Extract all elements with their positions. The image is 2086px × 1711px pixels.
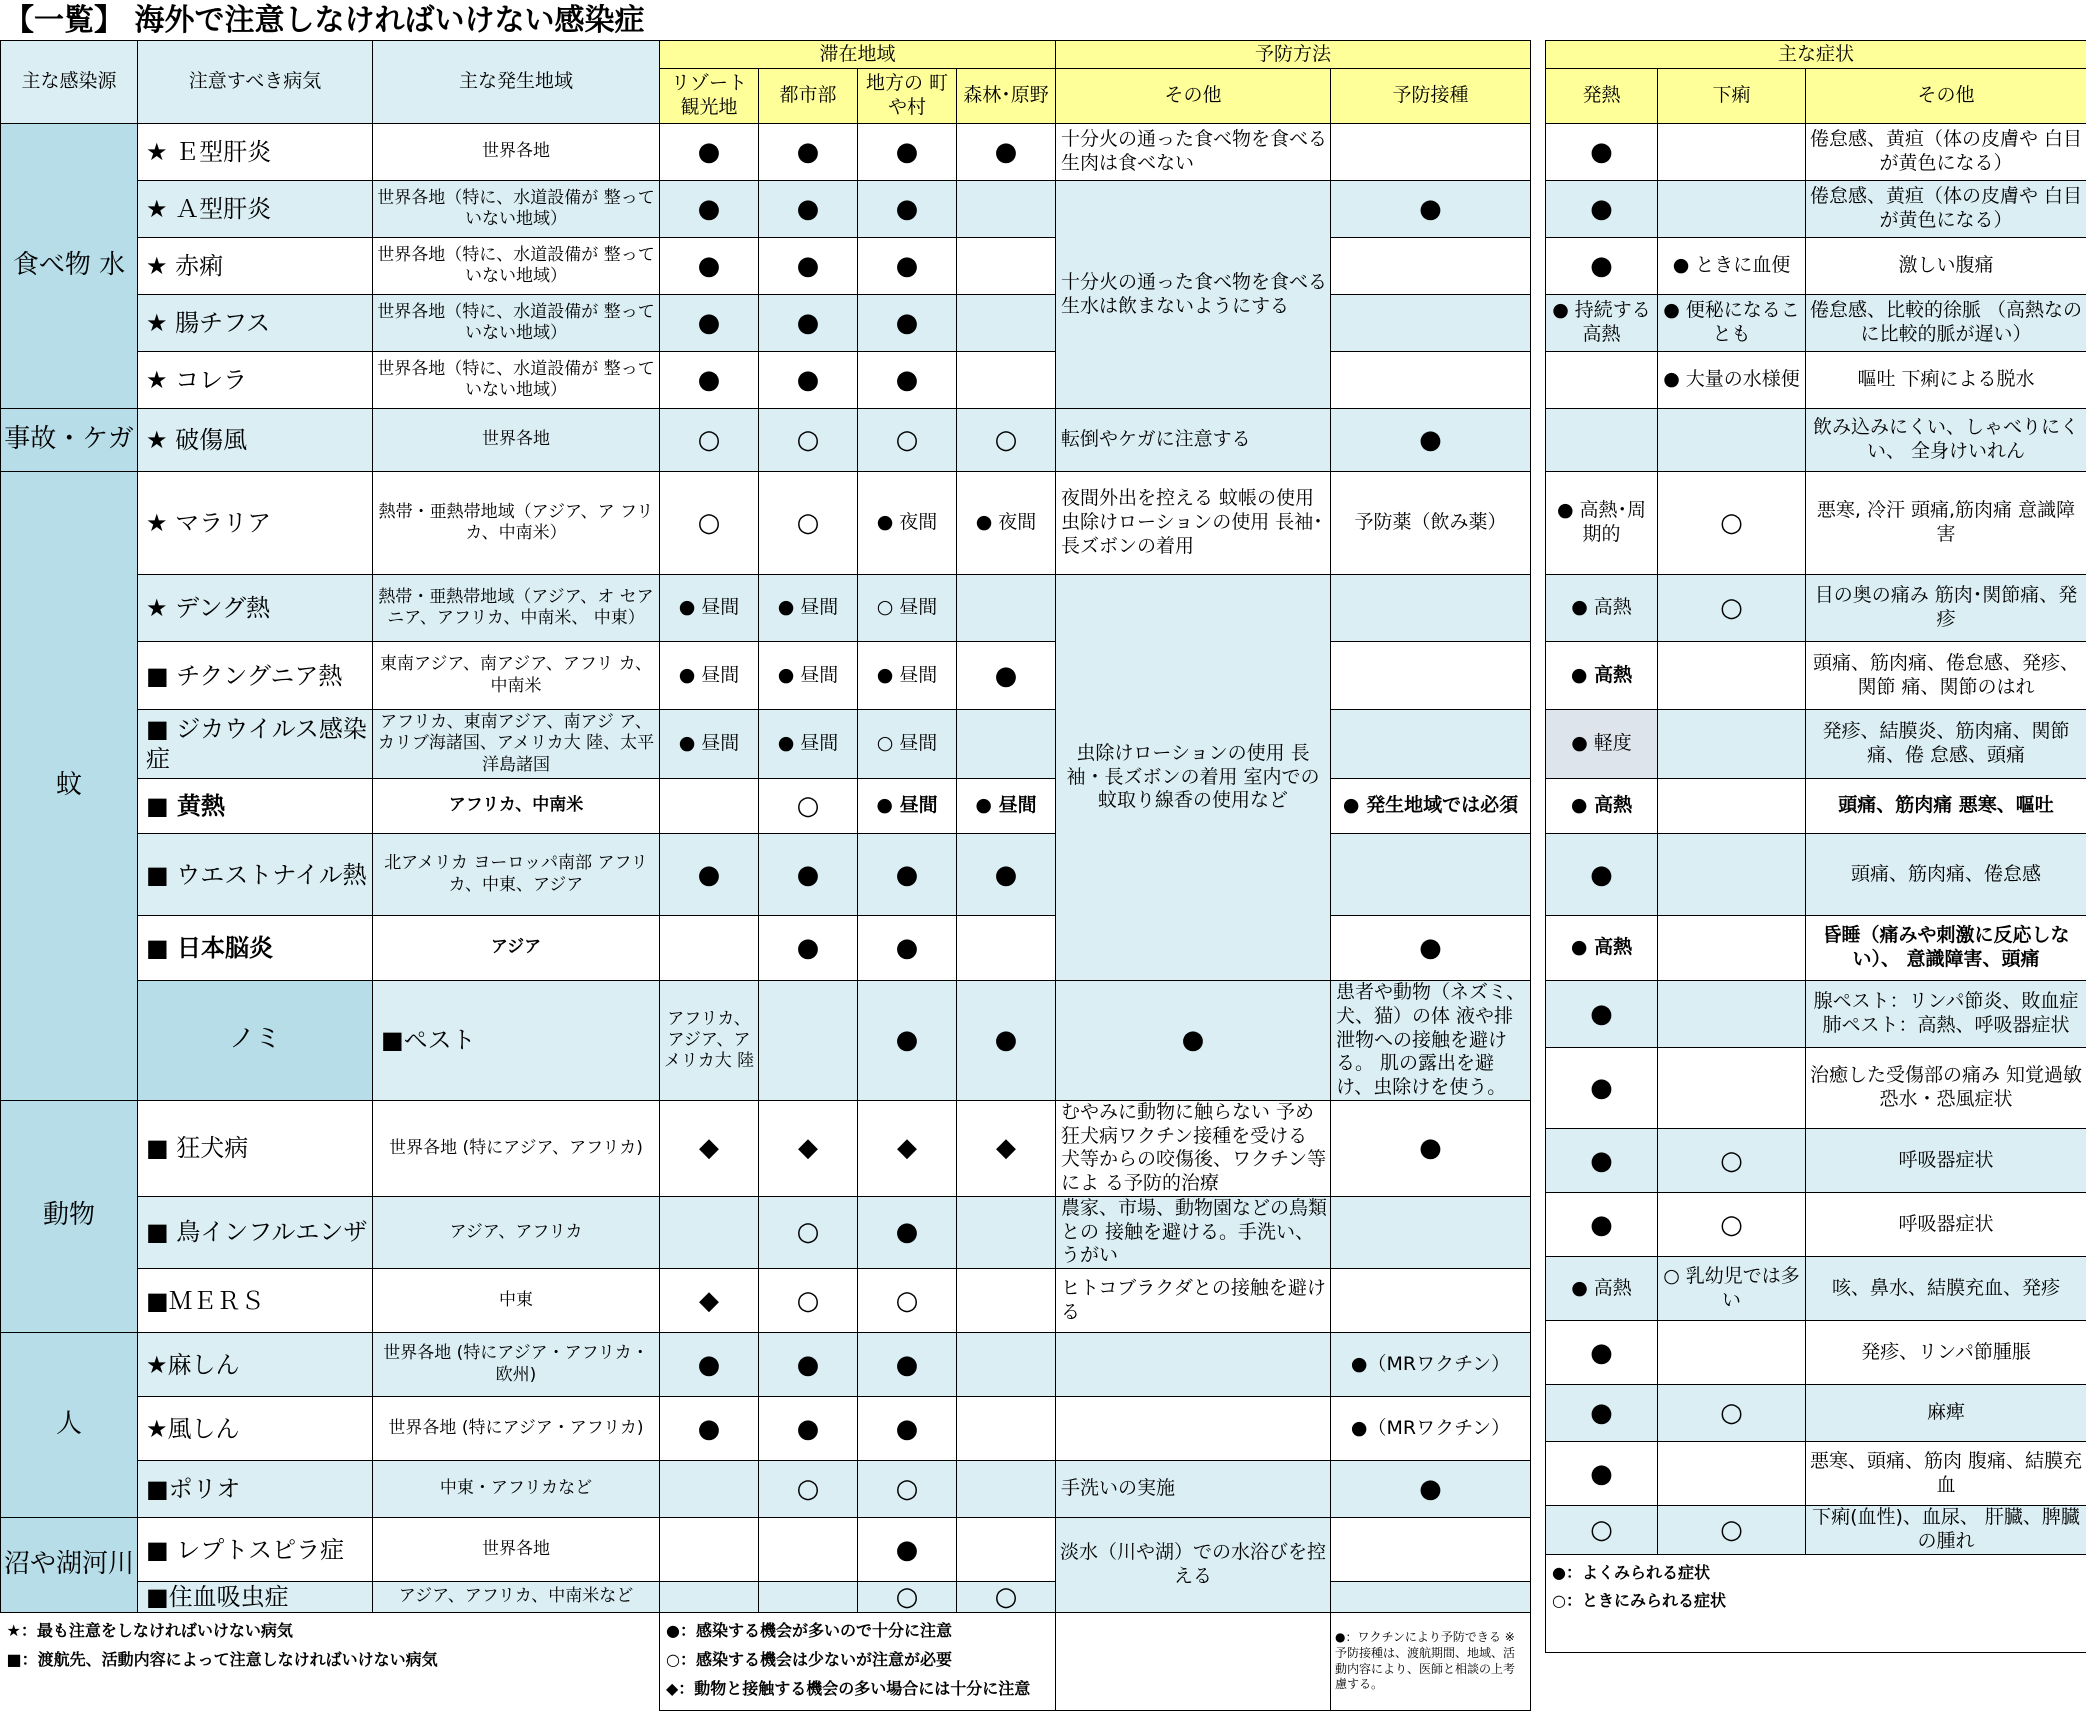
symptom-fever: ● 高熱	[1546, 642, 1658, 710]
main-table	[0, 40, 1531, 1711]
legend-stay	[660, 1613, 1056, 1711]
stay-town: ●	[858, 1333, 957, 1397]
region: 東南アジア、南アジア、アフリ カ、中南米	[373, 642, 660, 710]
symptom-other: 発疹、結膜炎、筋肉痛、関節痛、倦 怠感、頭痛	[1806, 710, 2086, 779]
stay-resort: ●	[660, 238, 759, 295]
source-swamp: 沼や湖河川	[1, 1518, 138, 1613]
stay-town: ●	[858, 1196, 957, 1268]
symptom-diarrhea	[1658, 981, 1806, 1048]
symptom-diarrhea	[1658, 1321, 1806, 1385]
vaccine	[1331, 834, 1531, 916]
symptom-diarrhea: ○	[1658, 575, 1806, 642]
prevention-food: 十分火の通った食べ物を食べる 生水は飲まないようにする	[1056, 181, 1331, 409]
region: 世界各地（特に、水道設備が 整っていない地域）	[373, 181, 660, 238]
symptom-diarrhea	[1658, 1048, 1806, 1129]
stay-town: ○	[858, 1269, 957, 1333]
stay-resort: ●	[660, 181, 759, 238]
disease-name: ★ マラリア	[138, 472, 373, 575]
region: 熱帯・亜熱帯地域（アジア、オ セアニア、アフリカ、中南米、 中東）	[373, 575, 660, 642]
disease-name: ★風しん	[138, 1397, 373, 1461]
stay-resort	[660, 916, 759, 981]
region: 世界各地 (特にアジア、アフリカ)	[373, 1100, 660, 1196]
symptom-other: 腺ペスト：リンパ節炎、敗血症 肺ペスト：高熱、呼吸器症状	[1806, 981, 2086, 1048]
stay-city: ○	[759, 1196, 858, 1268]
symptom-other: 激しい腹痛	[1806, 238, 2086, 295]
source-accident: 事故・ケガ	[1, 409, 138, 472]
stay-city: ●	[858, 981, 957, 1101]
region: 世界各地 (特にアジア・アフリカ)	[373, 1397, 660, 1461]
region: 世界各地	[373, 124, 660, 181]
stay-town: ○	[858, 1582, 957, 1613]
legend-sym-filled: ●：よくみられる症状	[1552, 1559, 2080, 1588]
symptom-other: 頭痛、筋肉痛 悪寒、嘔吐	[1806, 779, 2086, 834]
symptom-fever: ●	[1546, 181, 1658, 238]
stay-town: ●	[858, 295, 957, 352]
symptom-table	[1545, 40, 2086, 1653]
symptom-diarrhea: ○	[1658, 1385, 1806, 1442]
symptom-fever: ●	[1546, 124, 1658, 181]
symptom-diarrhea	[1658, 916, 1806, 981]
vaccine: ●	[1331, 409, 1531, 472]
prevention-other: 夜間外出を控える 蚊帳の使用 虫除けローションの使用 長袖･長ズボンの着用	[1056, 472, 1331, 575]
disease-name: ■ 狂犬病	[138, 1100, 373, 1196]
vaccine: ●	[1331, 916, 1531, 981]
symptom-diarrhea: ● 便秘になることも	[1658, 295, 1806, 352]
stay-resort: ◆	[660, 1269, 759, 1333]
vaccine	[1331, 1269, 1531, 1333]
symptom-fever: ● 持続する高熱	[1546, 295, 1658, 352]
header-disease: 注意すべき病気	[138, 41, 373, 124]
header-prevention: 予防方法	[1056, 41, 1531, 69]
stay-town: ○ 昼間	[858, 710, 957, 779]
region: アジア、アフリカ、中南米など	[373, 1582, 660, 1613]
symptom-other: 昏睡（痛みや刺激に反応しない）、 意識障害、頭痛	[1806, 916, 2086, 981]
legend-vaccine: ●：ワクチンにより予防できる ※予防接種は、渡航期間、地域、活動内容により、医師と相談の上考慮する。	[1331, 1613, 1531, 1711]
stay-city: ◆	[759, 1100, 858, 1196]
source-animal: 動物	[1, 1100, 138, 1332]
source-human: 人	[1, 1333, 138, 1518]
disease-name: ■ ウエストナイル熱	[138, 834, 373, 916]
symptom-diarrhea	[1658, 710, 1806, 779]
region: 世界各地 (特にアジア・アフリカ・欧州)	[373, 1333, 660, 1397]
stay-forest: ◆	[957, 1100, 1056, 1196]
source-flea: ノミ	[138, 981, 373, 1101]
stay-city: ●	[759, 1333, 858, 1397]
symptom-other: 悪寒, 冷汗 頭痛,筋肉痛 意識障害	[1806, 472, 2086, 575]
stay-town: ◆	[858, 1100, 957, 1196]
vaccine	[1331, 710, 1531, 779]
symptom-other: 倦怠感、黄疸（体の皮膚や 白目が黄色になる）	[1806, 181, 2086, 238]
vaccine	[1331, 1518, 1531, 1582]
disease-name: ■ポリオ	[138, 1461, 373, 1518]
vaccine: ●（MRワクチン）	[1331, 1397, 1531, 1461]
disease-name: ■ペスト	[373, 981, 660, 1101]
legend-diamond: ◆：動物と接触する機会の多い場合には十分に注意	[666, 1675, 1049, 1704]
stay-forest: ●	[957, 124, 1056, 181]
stay-town: ●	[957, 981, 1056, 1101]
disease-name: ■住血吸虫症	[138, 1582, 373, 1613]
header-vaccine: 予防接種	[1331, 69, 1531, 124]
stay-forest	[957, 1397, 1056, 1461]
stay-forest	[957, 1518, 1056, 1582]
stay-resort: ● 昼間	[660, 710, 759, 779]
stay-resort	[759, 981, 858, 1101]
symptom-diarrhea: ○	[1658, 1193, 1806, 1257]
source-mosquito: 蚊	[1, 472, 138, 1101]
stay-forest	[957, 1196, 1056, 1268]
vaccine	[1331, 1196, 1531, 1268]
symptom-fever	[1546, 352, 1658, 409]
stay-town: ●	[858, 181, 957, 238]
header-city: 都市部	[759, 69, 858, 124]
symptom-other: 呼吸器症状	[1806, 1129, 2086, 1193]
stay-forest	[957, 295, 1056, 352]
legend-filled: ●：感染する機会が多いので十分に注意	[666, 1617, 1049, 1646]
symptom-fever: ● 高熱	[1546, 1257, 1658, 1321]
disease-name: ★ 腸チフス	[138, 295, 373, 352]
vaccine: ●	[1331, 181, 1531, 238]
disease-name: ★ 破傷風	[138, 409, 373, 472]
stay-town: ○ 昼間	[858, 575, 957, 642]
stay-resort: ● 昼間	[660, 575, 759, 642]
symptom-diarrhea	[1658, 834, 1806, 916]
stay-resort: ●	[660, 834, 759, 916]
stay-resort	[660, 779, 759, 834]
stay-forest: ● 昼間	[957, 779, 1056, 834]
symptom-diarrhea: ○	[1658, 472, 1806, 575]
symptom-other: 頭痛、筋肉痛、倦怠感、発疹、関節 痛、関節のはれ	[1806, 642, 2086, 710]
disease-name: ★ コレラ	[138, 352, 373, 409]
stay-forest: ● 夜間	[957, 472, 1056, 575]
stay-forest	[957, 1461, 1056, 1518]
prevention-other	[1056, 1333, 1331, 1397]
stay-city	[759, 1518, 858, 1582]
symptom-other: 咳、鼻水、結膜充血、発疹	[1806, 1257, 2086, 1321]
symptom-diarrhea	[1658, 124, 1806, 181]
symptom-fever: ●	[1546, 1048, 1658, 1129]
stay-town: ●	[858, 916, 957, 981]
symptom-diarrhea: ● ときに血便	[1658, 238, 1806, 295]
region: 中東・アフリカなど	[373, 1461, 660, 1518]
disease-name: ■ チクングニア熱	[138, 642, 373, 710]
vaccine	[1331, 642, 1531, 710]
stay-city: ●	[759, 181, 858, 238]
stay-city: ●	[759, 834, 858, 916]
symptom-fever	[1546, 409, 1658, 472]
stay-city: ●	[759, 1397, 858, 1461]
disease-name: ★麻しん	[138, 1333, 373, 1397]
symptom-diarrhea: ● 大量の水様便	[1658, 352, 1806, 409]
stay-forest: ●	[957, 834, 1056, 916]
stay-city: ● 昼間	[759, 642, 858, 710]
stay-city: ○	[759, 1269, 858, 1333]
header-town: 地方の 町や村	[858, 69, 957, 124]
symptom-other: 下痢(血性)、血尿、 肝臓、脾臓の腫れ	[1806, 1506, 2086, 1555]
symptom-other: 嘔吐 下痢による脱水	[1806, 352, 2086, 409]
stay-resort: ● 昼間	[660, 642, 759, 710]
symptom-fever: ● 高熱･周期的	[1546, 472, 1658, 575]
vaccine: 予防薬（飲み薬）	[1331, 472, 1531, 575]
stay-forest	[957, 710, 1056, 779]
vaccine: ●（MRワクチン）	[1331, 1333, 1531, 1397]
header-resort: リゾート 観光地	[660, 69, 759, 124]
stay-city	[759, 1582, 858, 1613]
symptom-fever: ● 高熱	[1546, 779, 1658, 834]
stay-forest	[957, 181, 1056, 238]
region: 熱帯・亜熱帯地域（アジア、ア フリカ、中南米）	[373, 472, 660, 575]
symptom-other: 倦怠感、比較的徐脈 （高熱なのに比較的脈が遅い）	[1806, 295, 2086, 352]
symptom-fever: ●	[1546, 1385, 1658, 1442]
symptom-fever: ●	[1546, 1321, 1658, 1385]
stay-town: ○	[858, 409, 957, 472]
header-diarrhea: 下痢	[1658, 69, 1806, 124]
stay-resort	[660, 1461, 759, 1518]
vaccine	[1331, 124, 1531, 181]
symptom-other: 呼吸器症状	[1806, 1193, 2086, 1257]
symptom-other: 治癒した受傷部の痛み 知覚過敏 恐水・恐風症状	[1806, 1048, 2086, 1129]
symptom-fever: ● 高熱	[1546, 575, 1658, 642]
stay-resort: ◆	[660, 1100, 759, 1196]
header-forest: 森林･原野	[957, 69, 1056, 124]
disease-name: ■ ジカウイルス感染症	[138, 710, 373, 779]
vaccine: ●	[1331, 1100, 1531, 1196]
stay-town: ●	[858, 1397, 957, 1461]
region: アフリカ、東南アジア、南アジ ア、カリブ海諸国、アメリカ大 陸、太平洋島諸国	[373, 710, 660, 779]
region: アジア	[373, 916, 660, 981]
prevention-water: 淡水（川や湖）での水浴びを控える	[1056, 1518, 1331, 1613]
symptom-diarrhea	[1658, 779, 1806, 834]
stay-town: ● 昼間	[858, 642, 957, 710]
header-symptoms: 主な症状	[1546, 41, 2086, 69]
stay-city: ●	[759, 295, 858, 352]
vaccine: ● 発生地域では必須	[1331, 779, 1531, 834]
symptom-fever: ●	[1546, 1129, 1658, 1193]
disease-name: ★ Ａ型肝炎	[138, 181, 373, 238]
stay-forest	[957, 575, 1056, 642]
stay-city: ●	[759, 124, 858, 181]
symptom-fever: ● 高熱	[1546, 916, 1658, 981]
disease-name: ★ Ｅ型肝炎	[138, 124, 373, 181]
region: アフリカ、中南米	[373, 779, 660, 834]
page-title: 【一覧】 海外で注意しなければいけない感染症	[0, 2, 644, 40]
region: アフリカ、アジア、アメリカ大 陸	[660, 981, 759, 1101]
symptom-diarrhea	[1658, 181, 1806, 238]
disease-name: ■ レプトスピラ症	[138, 1518, 373, 1582]
legend-left	[1, 1613, 660, 1711]
disease-name: ■ＭＥＲＳ	[138, 1269, 373, 1333]
stay-resort: ●	[660, 352, 759, 409]
stay-town: ●	[858, 238, 957, 295]
symptom-diarrhea: ○	[1658, 1506, 1806, 1555]
stay-forest	[957, 916, 1056, 981]
header-sym-other: その他	[1806, 69, 2086, 124]
legend-blank	[1056, 1613, 1331, 1711]
symptom-fever: ●	[1546, 834, 1658, 916]
stay-resort: ●	[660, 1397, 759, 1461]
disease-name: ■ 鳥インフルエンザ	[138, 1196, 373, 1268]
stay-city: ○	[759, 1461, 858, 1518]
header-other: その他	[1056, 69, 1331, 124]
region: 世界各地	[373, 1518, 660, 1582]
legend-square: ■：渡航先、活動内容によって注意しなければいけない病気	[7, 1646, 654, 1675]
disease-name: ■ 日本脳炎	[138, 916, 373, 981]
stay-resort: ●	[660, 124, 759, 181]
stay-town: ●	[858, 834, 957, 916]
stay-city: ●	[759, 238, 858, 295]
legend-open: ○：感染する機会は少ないが注意が必要	[666, 1646, 1049, 1675]
region: 世界各地	[373, 409, 660, 472]
stay-resort: ○	[660, 472, 759, 575]
disease-name: ■ 黄熱	[138, 779, 373, 834]
vaccine	[1331, 295, 1531, 352]
header-stay: 滞在地域	[660, 41, 1056, 69]
symptom-diarrhea: ○ 乳幼児では多い	[1658, 1257, 1806, 1321]
header-region: 主な発生地域	[373, 41, 660, 124]
region: アジア、アフリカ	[373, 1196, 660, 1268]
disease-name: ★ デング熱	[138, 575, 373, 642]
symptom-other: 倦怠感、黄疸（体の皮膚や 白目が黄色になる）	[1806, 124, 2086, 181]
stay-town: ○	[858, 1461, 957, 1518]
stay-town: ● 夜間	[858, 472, 957, 575]
prevention-other: 農家、市場、動物園などの鳥類との 接触を避ける。手洗い、うがい	[1056, 1196, 1331, 1268]
stay-city: ●	[759, 916, 858, 981]
stay-forest	[957, 352, 1056, 409]
stay-city: ○	[759, 472, 858, 575]
region: 中東	[373, 1269, 660, 1333]
symptom-fever: ●	[1546, 238, 1658, 295]
stay-resort	[660, 1196, 759, 1268]
prevention-other: 転倒やケガに注意する	[1056, 409, 1331, 472]
stay-resort: ●	[660, 295, 759, 352]
symptom-fever: ●	[1546, 1442, 1658, 1506]
legend-star: ★：最も注意をしなければいけない病気	[7, 1617, 654, 1646]
symptom-fever: ● 軽度	[1546, 710, 1658, 779]
stay-town: ●	[858, 124, 957, 181]
legend-symptoms	[1546, 1554, 2086, 1652]
stay-forest: ○	[957, 409, 1056, 472]
stay-resort	[660, 1582, 759, 1613]
prevention-other: むやみに動物に触らない 予め狂犬病ワクチン接種を受ける 犬等からの咬傷後、ワクチン等によ る予防的治療	[1056, 1100, 1331, 1196]
vaccine	[1331, 1582, 1531, 1613]
disease-name: ★ 赤痢	[138, 238, 373, 295]
stay-town: ●	[858, 1518, 957, 1582]
symptom-other: 悪寒、頭痛、筋肉 腹痛、結膜充血	[1806, 1442, 2086, 1506]
symptom-other: 発疹、リンパ節腫脹	[1806, 1321, 2086, 1385]
header-source: 主な感染源	[1, 41, 138, 124]
stay-city: ○	[759, 409, 858, 472]
symptom-diarrhea: ○	[1658, 1129, 1806, 1193]
region: 世界各地（特に、水道設備が 整っていない地域）	[373, 238, 660, 295]
stay-forest	[957, 1269, 1056, 1333]
region: 北アメリカ ヨーロッパ南部 アフリカ、中東、アジア	[373, 834, 660, 916]
prevention-other: ヒトコブラクダとの接触を避ける	[1056, 1269, 1331, 1333]
symptom-diarrhea	[1658, 409, 1806, 472]
prevention-other: 手洗いの実施	[1056, 1461, 1331, 1518]
stay-town: ●	[858, 352, 957, 409]
stay-city: ● 昼間	[759, 575, 858, 642]
stay-forest	[957, 1333, 1056, 1397]
region: 世界各地（特に、水道設備が 整っていない地域）	[373, 352, 660, 409]
symptom-diarrhea	[1658, 1442, 1806, 1506]
stay-town: ● 昼間	[858, 779, 957, 834]
symptom-diarrhea	[1658, 642, 1806, 710]
header-fever: 発熱	[1546, 69, 1658, 124]
vaccine: ●	[1331, 1461, 1531, 1518]
stay-forest: ○	[957, 1582, 1056, 1613]
symptom-other: 頭痛、筋肉痛、倦怠感	[1806, 834, 2086, 916]
prevention-other	[1056, 1397, 1331, 1461]
stay-resort: ●	[660, 1333, 759, 1397]
symptom-fever: ●	[1546, 1193, 1658, 1257]
vaccine	[1331, 238, 1531, 295]
region: 世界各地（特に、水道設備が 整っていない地域）	[373, 295, 660, 352]
symptom-other: 麻痺	[1806, 1385, 2086, 1442]
stay-forest	[957, 238, 1056, 295]
stay-resort	[660, 1518, 759, 1582]
stay-resort: ○	[660, 409, 759, 472]
vaccine	[1331, 352, 1531, 409]
stay-forest: ●	[1056, 981, 1331, 1101]
stay-city: ● 昼間	[759, 710, 858, 779]
symptom-fever: ○	[1546, 1506, 1658, 1555]
vaccine	[1331, 575, 1531, 642]
prevention-mosquito: 虫除けローションの使用 長袖・長ズボンの着用 室内での蚊取り線香の使用など	[1056, 575, 1331, 981]
stay-city: ●	[759, 352, 858, 409]
symptom-other: 飲み込みにくい、しゃべりにくい、 全身けいれん	[1806, 409, 2086, 472]
stay-forest: ●	[957, 642, 1056, 710]
prevention-ehep: 十分火の通った食べ物を食べる 生肉は食べない	[1056, 124, 1331, 181]
source-food: 食べ物 水	[1, 124, 138, 409]
stay-city: ○	[759, 779, 858, 834]
symptom-fever: ●	[1546, 981, 1658, 1048]
symptom-other: 目の奥の痛み 筋肉･関節痛、発疹	[1806, 575, 2086, 642]
prevention-other: 患者や動物（ネズミ、犬、猫）の体 液や排泄物への接触を避ける。 肌の露出を避け、虫除けを使う。	[1331, 981, 1531, 1101]
legend-sym-open: ○：ときにみられる症状	[1552, 1587, 2080, 1616]
